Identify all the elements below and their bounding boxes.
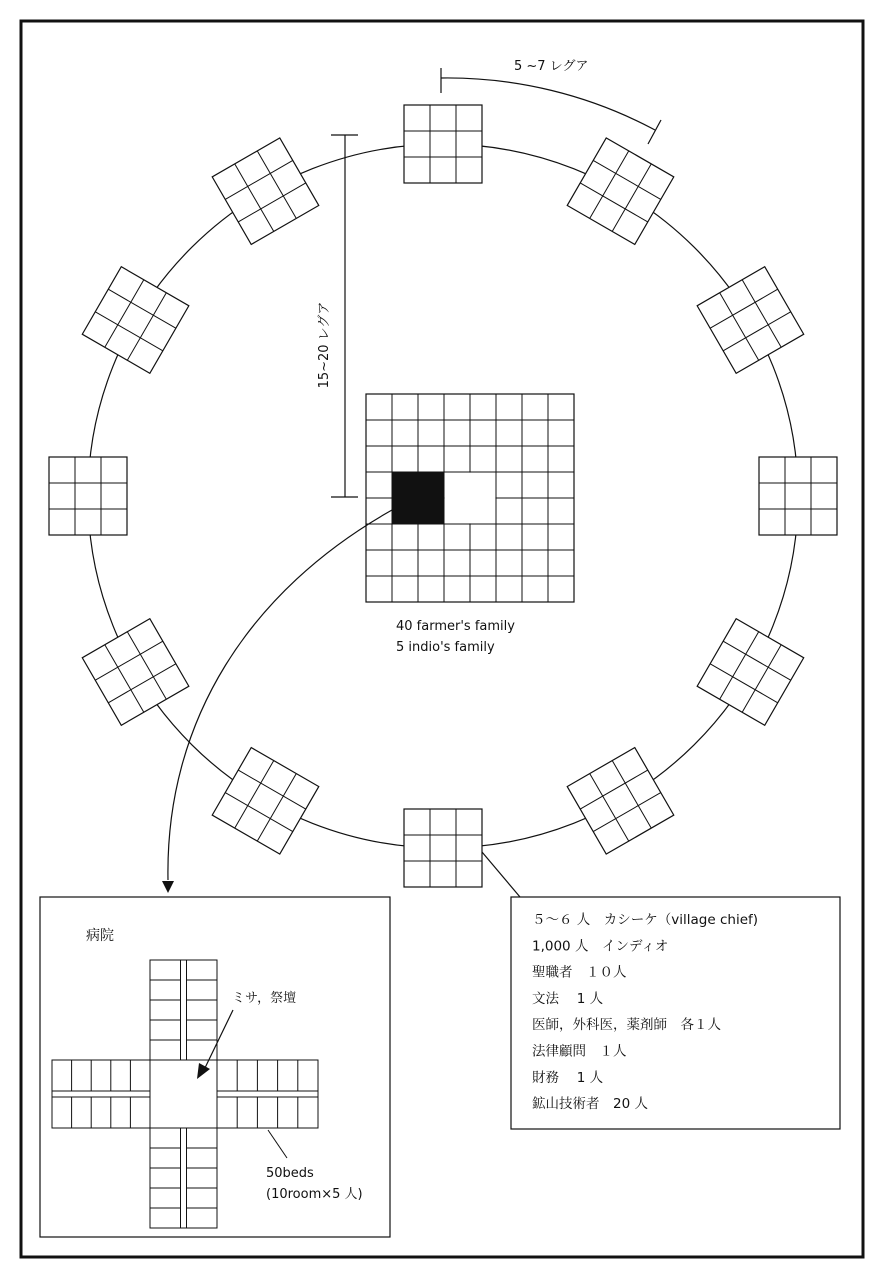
- ring-village-10: [49, 457, 127, 535]
- info-panel: [511, 897, 840, 1129]
- ring-village-11: [82, 267, 189, 374]
- info-line: 鉱山技術者 20 人: [532, 1096, 648, 1113]
- info-line: 文法 1 人: [532, 990, 604, 1007]
- info-line: 1,000 人 インディオ: [532, 938, 669, 955]
- ring-village-2: [567, 138, 674, 245]
- beds-label: 50beds: [266, 1166, 314, 1181]
- ring-village-12: [212, 138, 319, 245]
- ring-village-5: [697, 619, 804, 726]
- ring-village-1: [404, 105, 482, 183]
- arc-distance-label: 5 ~7 レグア: [514, 59, 589, 74]
- ring-village-4: [759, 457, 837, 535]
- info-connector-line: [482, 852, 520, 897]
- info-line: ５～６ 人 カシーケ（village chief): [532, 912, 759, 928]
- central-town-grid: [366, 394, 574, 602]
- ring-village-3: [697, 267, 804, 374]
- info-line: 医師，外科医，薬剤師 各１人: [532, 1017, 721, 1034]
- info-line: 聖職者 １０人: [532, 964, 627, 981]
- central-plaza-block: [392, 472, 444, 524]
- hospital-panel: [40, 897, 390, 1237]
- center-label-indios: 5 indio's family: [396, 640, 495, 655]
- radius-distance-label: 15~20 レグア: [317, 301, 332, 389]
- radius-dimension: [317, 135, 358, 497]
- ring-village-9: [82, 619, 189, 726]
- central-open-square: [445, 473, 496, 524]
- altar-label: ミサ，祭壇: [232, 991, 297, 1006]
- hospital-title: 病院: [86, 928, 114, 944]
- beds-detail-label: (10room×5 人): [266, 1187, 363, 1202]
- info-line: 法律顧問 １人: [532, 1043, 627, 1060]
- info-line: 財務 1 人: [532, 1069, 604, 1086]
- ring-village-7: [404, 809, 482, 887]
- ring-village-6: [567, 748, 674, 855]
- center-label-farmers: 40 farmer's family: [396, 619, 515, 634]
- ring-village-8: [212, 748, 319, 855]
